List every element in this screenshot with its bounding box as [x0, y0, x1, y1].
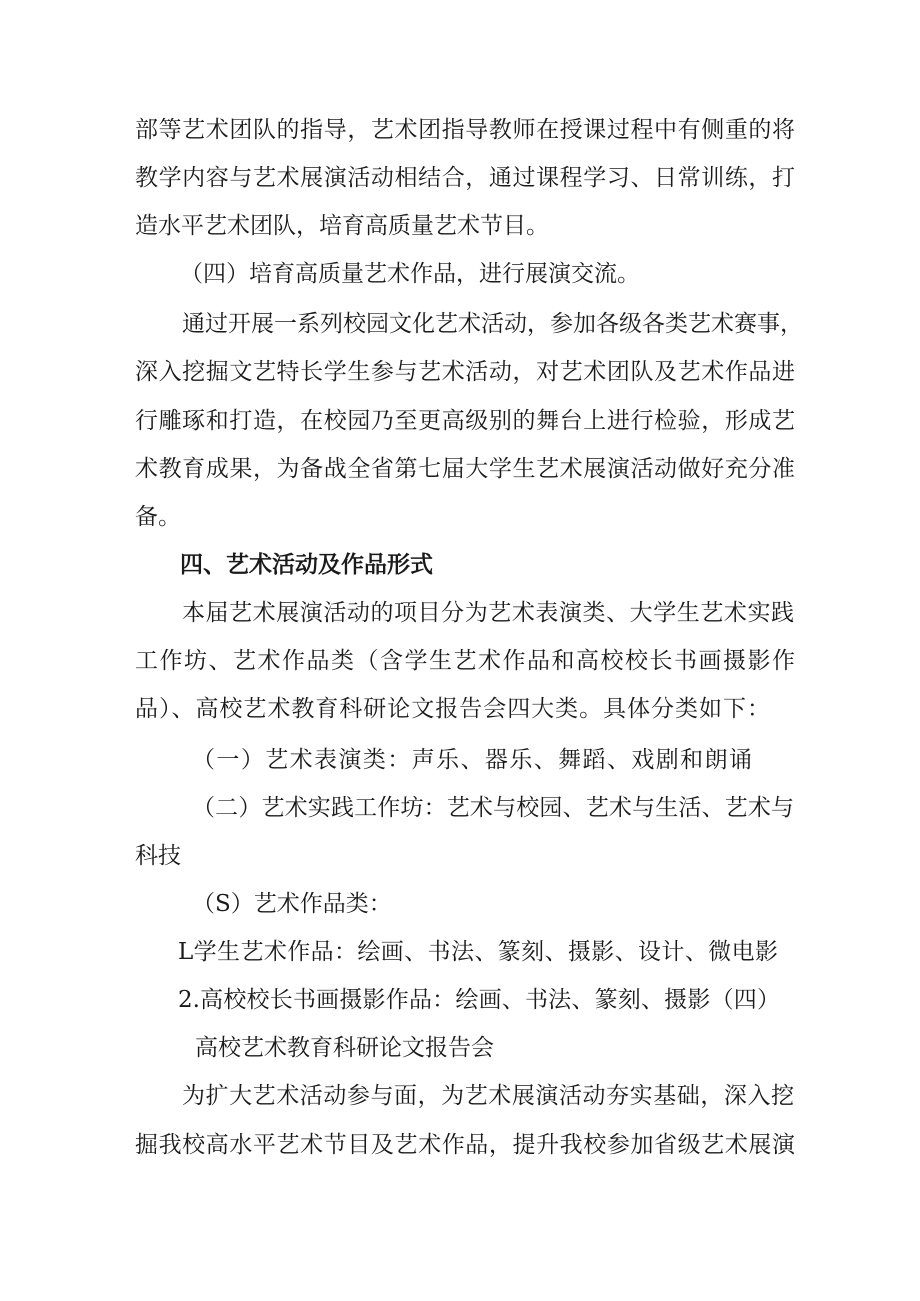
paragraph-2-line-3: 行雕琢和打造，在校园乃至更高级别的舞台上进行检验，形成艺	[135, 408, 795, 434]
list-item-2-line-2: 科技	[135, 843, 181, 869]
list-item-3: （S）艺术作品类：	[192, 891, 392, 917]
paragraph-1-line-2: 教学内容与艺术展演活动相结合，通过课程学习、日常训练，打	[135, 165, 795, 191]
paragraph-3-line-2: 工作坊、艺术作品类（含学生艺术作品和高校校长书画摄影作	[135, 648, 795, 674]
paragraph-2-line-5: 备。	[135, 504, 181, 530]
list-item-1: （一）艺术表演类：声乐、器乐、舞蹈、戏剧和朗诵	[192, 747, 752, 773]
paragraph-3-line-1: 本届艺术展演活动的项目分为艺术表演类、大学生艺术实践	[182, 600, 794, 626]
paragraph-2-line-2: 深入挖掘文艺特长学生参与艺术活动，对艺术团队及艺术作品进	[135, 359, 795, 385]
list-item-3-1: L学生艺术作品：绘画、书法、篆刻、摄影、设计、微电影	[178, 939, 778, 965]
subheading-four: （四）培育高质量艺术作品，进行展演交流。	[180, 261, 640, 287]
paragraph-4-line-2: 掘我校高水平艺术节目及艺术作品，提升我校参加省级艺术展演	[135, 1132, 795, 1158]
paragraph-2-line-1: 通过开展一系列校园文化艺术活动，参加各级各类艺术赛事，	[182, 311, 803, 337]
paragraph-2-line-4: 术教育成果，为备战全省第七届大学生艺术展演活动做好充分准	[135, 456, 795, 482]
paragraph-3-line-3: 品）、高校艺术教育科研论文报告会四大类。具体分类如下：	[135, 696, 770, 722]
list-item-3-2: 2.高校校长书画摄影作品：绘画、书法、篆刻、摄影（四）	[178, 987, 780, 1013]
section-heading: 四、艺术活动及作品形式	[180, 552, 433, 578]
paragraph-1-line-3: 造水平艺术团队，培育高质量艺术节目。	[135, 213, 549, 239]
list-item-2-line-1: （二）艺术实践工作坊：艺术与校园、艺术与生活、艺术与	[192, 795, 794, 821]
paragraph-1-line-1: 部等艺术团队的指导，艺术团指导教师在授课过程中有侧重的将	[135, 117, 795, 143]
list-item-4: 高校艺术教育科研论文报告会	[195, 1035, 494, 1061]
paragraph-4-line-1: 为扩大艺术活动参与面，为艺术展演活动夯实基础，深入挖	[182, 1083, 794, 1109]
